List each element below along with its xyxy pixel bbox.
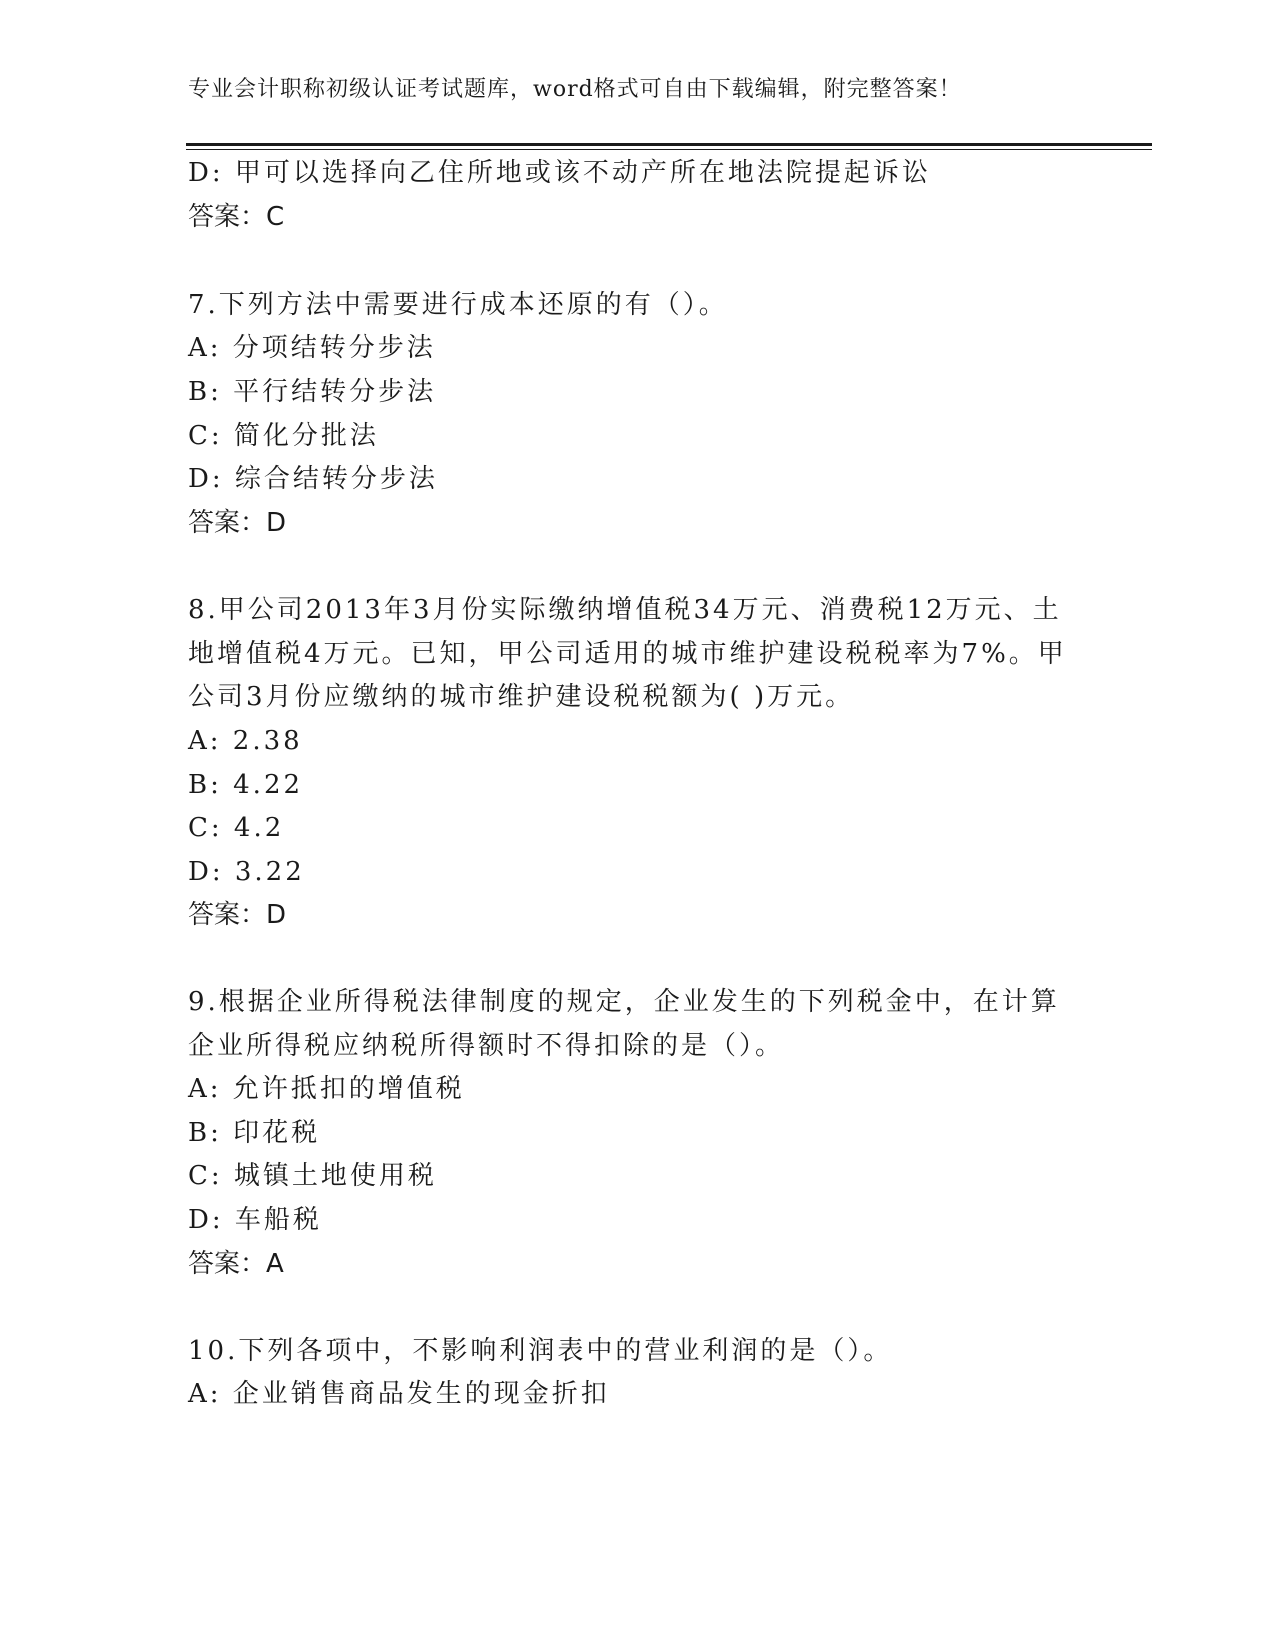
q8-option-c: C: 4.2 — [188, 813, 285, 843]
page-header: 专业会计职称初级认证考试题库，word格式可自由下载编辑，附完整答案！ — [188, 77, 962, 102]
q7-option-a: A: 分项结转分步法 — [188, 333, 436, 363]
q8-option-d: D: 3.22 — [188, 857, 305, 887]
header-rule-thin — [186, 149, 1152, 150]
q10-option-a: A: 企业销售商品发生的现金折扣 — [188, 1379, 610, 1409]
q7-answer: 答案：D — [188, 508, 287, 538]
q8-option-b: B: 4.22 — [188, 770, 304, 800]
q9-option-c: C: 城镇土地使用税 — [188, 1161, 437, 1191]
q7-option-b: B: 平行结转分步法 — [188, 377, 437, 407]
q9-option-d: D: 车船税 — [188, 1205, 322, 1235]
q8-stem-line-3: 公司3月份应缴纳的城市维护建设税税额为( )万元。 — [188, 682, 855, 712]
q9-stem-line-2: 企业所得税应纳税所得额时不得扣除的是（）。 — [188, 1031, 785, 1061]
q9-option-a: A: 允许抵扣的增值税 — [188, 1074, 465, 1104]
q9-option-b: B: 印花税 — [188, 1118, 321, 1148]
q8-answer: 答案：D — [188, 900, 287, 930]
prev-option-d: D: 甲可以选择向乙住所地或该不动产所在地法院提起诉讼 — [188, 158, 931, 188]
q7-option-c: C: 简化分批法 — [188, 421, 379, 451]
q8-option-a: A: 2.38 — [188, 726, 303, 756]
q7-option-d: D: 综合结转分步法 — [188, 464, 438, 494]
q9-stem-line-1: 9.根据企业所得税法律制度的规定，企业发生的下列税金中，在计算 — [188, 987, 1060, 1017]
q9-answer: 答案：A — [188, 1249, 284, 1279]
q8-stem-line-2: 地增值税4万元。已知，甲公司适用的城市维护建设税税率为7%。甲 — [188, 639, 1067, 669]
q7-stem: 7.下列方法中需要进行成本还原的有（）。 — [188, 290, 728, 320]
prev-answer: 答案：C — [188, 202, 285, 232]
q10-stem: 10.下列各项中，不影响利润表中的营业利润的是（）。 — [188, 1336, 893, 1366]
q8-stem-line-1: 8.甲公司2013年3月份实际缴纳增值税34万元、消费税12万元、土 — [188, 595, 1062, 625]
header-rule-thick — [186, 143, 1152, 146]
